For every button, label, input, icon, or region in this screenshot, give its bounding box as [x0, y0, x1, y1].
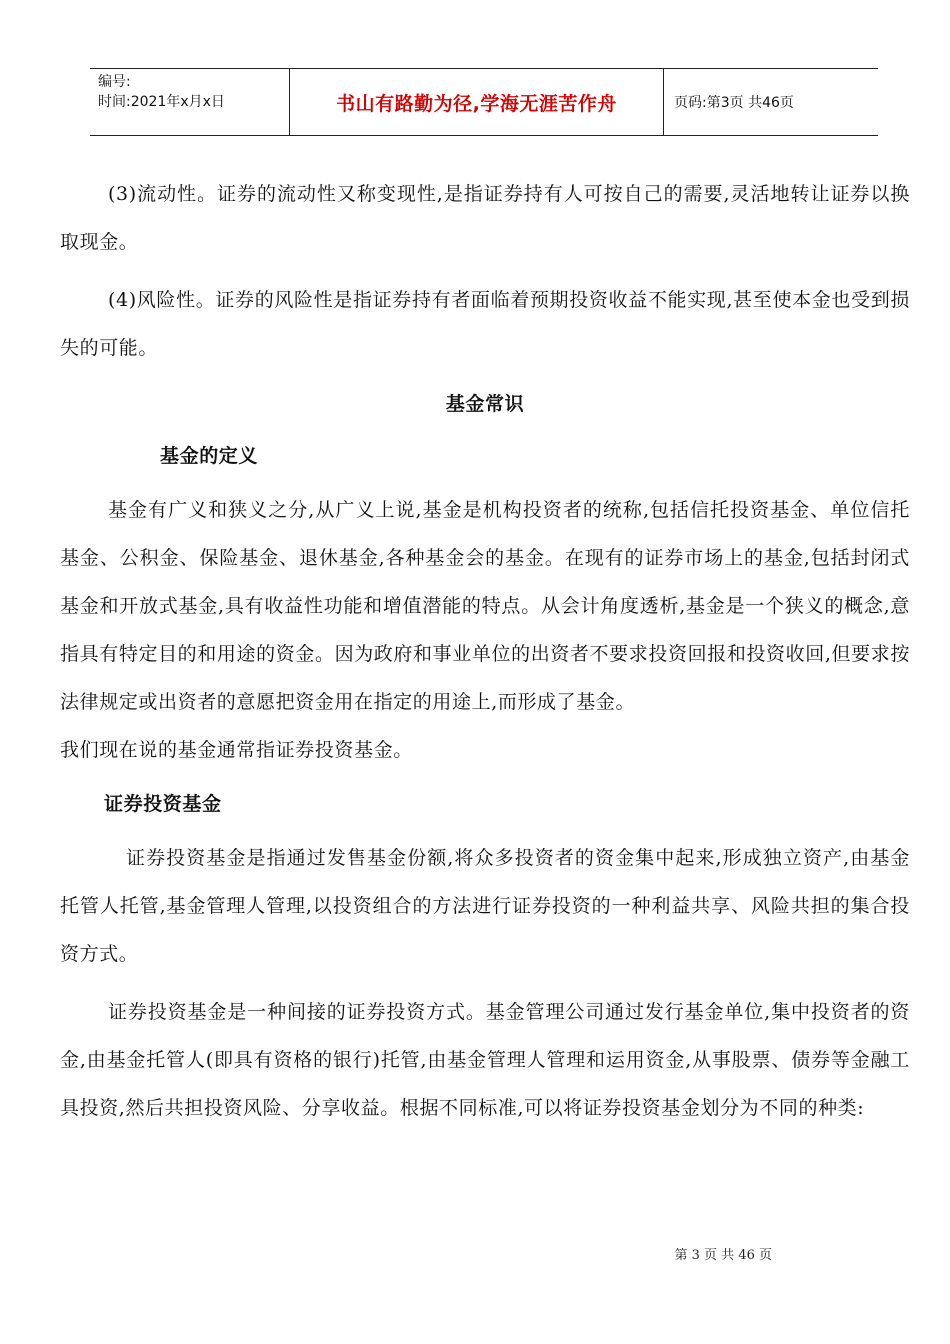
header-motto: 书山有路勤为径,学海无涯苦作舟	[290, 69, 664, 135]
paragraph-fund-note: 我们现在说的基金通常指证券投资基金。	[60, 739, 413, 761]
paragraph-risk: (4)风险性。证券的风险性是指证券持有者面临着预期投资收益不能实现,甚至使本金也受到损失的可能。	[60, 289, 910, 359]
section-title-fund-basics: 基金常识	[445, 393, 525, 415]
page-header	[90, 68, 878, 136]
subheading-fund-definition: 基金的定义	[160, 445, 259, 467]
paragraph-fund-definition: 基金有广义和狭义之分,从广义上说,基金是机构投资者的统称,包括信托投资基金、单位信托基金、公积金、保险基金、退休基金,各种基金会的基金。在现有的证券市场上的基金,包括封闭式基金和开放式基金,具有收益性功能和增值潜能的特点。从会计角度透析,基金是一个狭义的概念,意指具有特定目的和用途的资金。因为政府和事业单位的出资者不要求投资回报和投资收回,但要求按法律规定或出资者的意愿把资金用在指定的用途上,而形成了基金。	[60, 499, 910, 713]
header-time-label: 时间:2021年x月x日	[98, 94, 225, 110]
header-meta-cell	[90, 69, 290, 135]
document-body	[60, 170, 910, 1132]
paragraph-liquidity: (3)流动性。证券的流动性又称变现性,是指证券持有人可按自己的需要,灵活地转让证券以换取现金。	[60, 183, 910, 253]
paragraph-securities-fund-details: 证券投资基金是一种间接的证券投资方式。基金管理公司通过发行基金单位,集中投资者的资金,由基金托管人(即具有资格的银行)托管,由基金管理人管理和运用资金,从事股票、债券等金融工具投资,然后共担投资风险、分享收益。根据不同标准,可以将证券投资基金划分为不同的种类:	[60, 1001, 910, 1119]
subheading-securities-fund: 证券投资基金	[104, 793, 222, 815]
page-footer: 第 3 页 共 46 页	[674, 1248, 772, 1263]
header-id-label: 编号:	[98, 74, 131, 90]
paragraph-securities-fund-definition: 证券投资基金是指通过发售基金份额,将众多投资者的资金集中起来,形成独立资产,由基金托管人托管,基金管理人管理,以投资组合的方法进行证券投资的一种利益共享、风险共担的集合投资方式。	[60, 847, 910, 965]
header-page-code: 页码:第3页 共46页	[674, 95, 794, 111]
